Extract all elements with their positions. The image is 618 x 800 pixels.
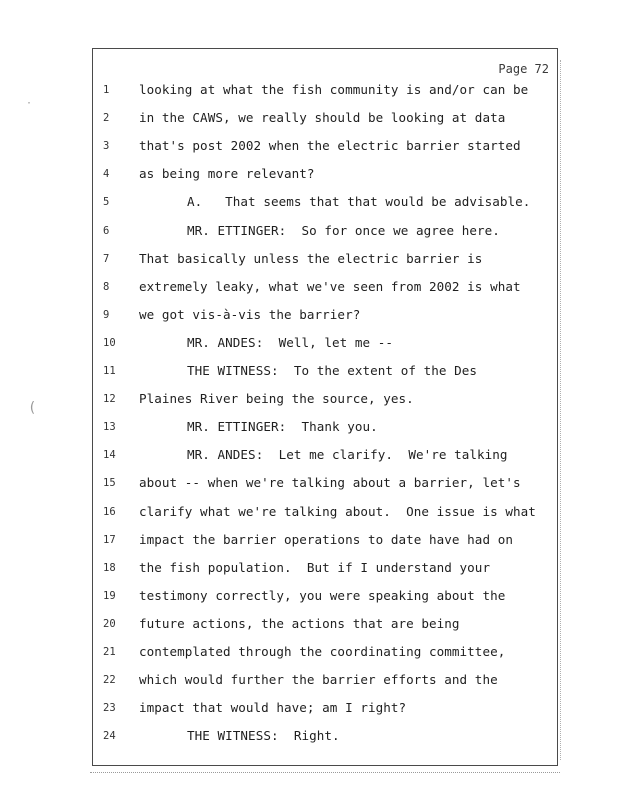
line-number: 13 [103, 421, 116, 434]
line-number: 16 [103, 505, 116, 518]
transcript-line [93, 558, 555, 578]
line-text: we got vis-à-vis the barrier? [139, 306, 361, 322]
transcript-line [93, 221, 555, 241]
line-number: 18 [103, 561, 116, 574]
line-text: extremely leaky, what we've seen from 2002 is what [139, 278, 521, 294]
line-text: THE WITNESS: Right. [187, 728, 340, 744]
transcript-line [93, 586, 555, 606]
line-text: future actions, the actions that are being [139, 615, 460, 631]
line-text: clarify what we're talking about. One issue is what [139, 503, 536, 519]
line-number: 10 [103, 336, 116, 349]
transcript-line [93, 80, 555, 100]
line-text: impact the barrier operations to date have had on [139, 531, 513, 547]
transcript-line [93, 614, 555, 634]
line-number: 2 [103, 112, 110, 125]
transcript-line [93, 305, 555, 325]
line-number: 1 [103, 84, 110, 96]
line-number: 14 [103, 449, 116, 462]
line-number: 12 [103, 393, 116, 406]
bottom-rule [90, 770, 560, 773]
transcript-line [93, 164, 555, 184]
transcript-line [93, 698, 555, 718]
line-number: 20 [103, 617, 116, 630]
scan-mark: ( [28, 400, 37, 416]
line-number: 24 [103, 730, 116, 743]
line-number: 6 [103, 224, 110, 237]
line-text: looking at what the fish community is and/or can be [139, 82, 529, 97]
scan-mark: · [26, 98, 33, 109]
line-number: 9 [103, 308, 110, 321]
margin-rule [560, 60, 563, 760]
transcript-line [93, 502, 555, 522]
line-text: MR. ETTINGER: So for once we agree here. [187, 222, 500, 238]
transcript-line [93, 108, 555, 128]
transcript-line [93, 642, 555, 662]
line-text: MR. ETTINGER: Thank you. [187, 419, 378, 435]
line-number: 5 [103, 196, 110, 209]
line-text: testimony correctly, you were speaking about the [139, 587, 506, 603]
line-text: as being more relevant? [139, 166, 315, 182]
line-text: contemplated through the coordinating committee, [139, 644, 506, 659]
transcript-line [93, 530, 555, 550]
line-text: Plaines River being the source, yes. [139, 391, 414, 407]
line-number: 15 [103, 477, 116, 490]
transcript-line [93, 726, 555, 746]
page-number: Page 72 [498, 62, 549, 76]
line-text: That basically unless the electric barrier is [139, 250, 483, 266]
line-number: 3 [103, 140, 110, 153]
transcript-line [93, 417, 555, 437]
transcript-line [93, 473, 555, 493]
transcript-line [93, 277, 555, 297]
transcript-line [93, 136, 555, 156]
transcript-line [93, 333, 555, 353]
line-text: THE WITNESS: To the extent of the Des [187, 363, 478, 378]
line-text: in the CAWS, we really should be looking at data [139, 110, 506, 126]
line-text: MR. ANDES: Let me clarify. We're talking [187, 447, 508, 463]
line-text: MR. ANDES: Well, let me -- [187, 334, 394, 350]
line-number: 7 [103, 252, 110, 265]
transcript-line [93, 670, 555, 690]
line-text: the fish population. But if I understand your [139, 559, 491, 575]
line-text: impact that would have; am I right? [139, 700, 407, 716]
transcript-line [93, 249, 555, 269]
line-number: 23 [103, 702, 116, 715]
line-number: 11 [103, 365, 116, 377]
line-text: which would further the barrier efforts and the [139, 672, 498, 688]
transcript-line [93, 192, 555, 212]
line-number: 17 [103, 533, 116, 546]
line-text: that's post 2002 when the electric barrier started [139, 138, 521, 154]
line-number: 21 [103, 646, 116, 658]
transcript-line [93, 361, 555, 381]
transcript-line [93, 389, 555, 409]
line-number: 8 [103, 280, 110, 293]
transcript-page [92, 48, 558, 766]
line-number: 4 [103, 168, 110, 181]
line-text: about -- when we're talking about a barrier, let's [139, 475, 521, 491]
line-number: 22 [103, 674, 116, 687]
line-number: 19 [103, 589, 116, 602]
transcript-line [93, 445, 555, 465]
line-text: A. That seems that that would be advisable. [187, 194, 531, 210]
